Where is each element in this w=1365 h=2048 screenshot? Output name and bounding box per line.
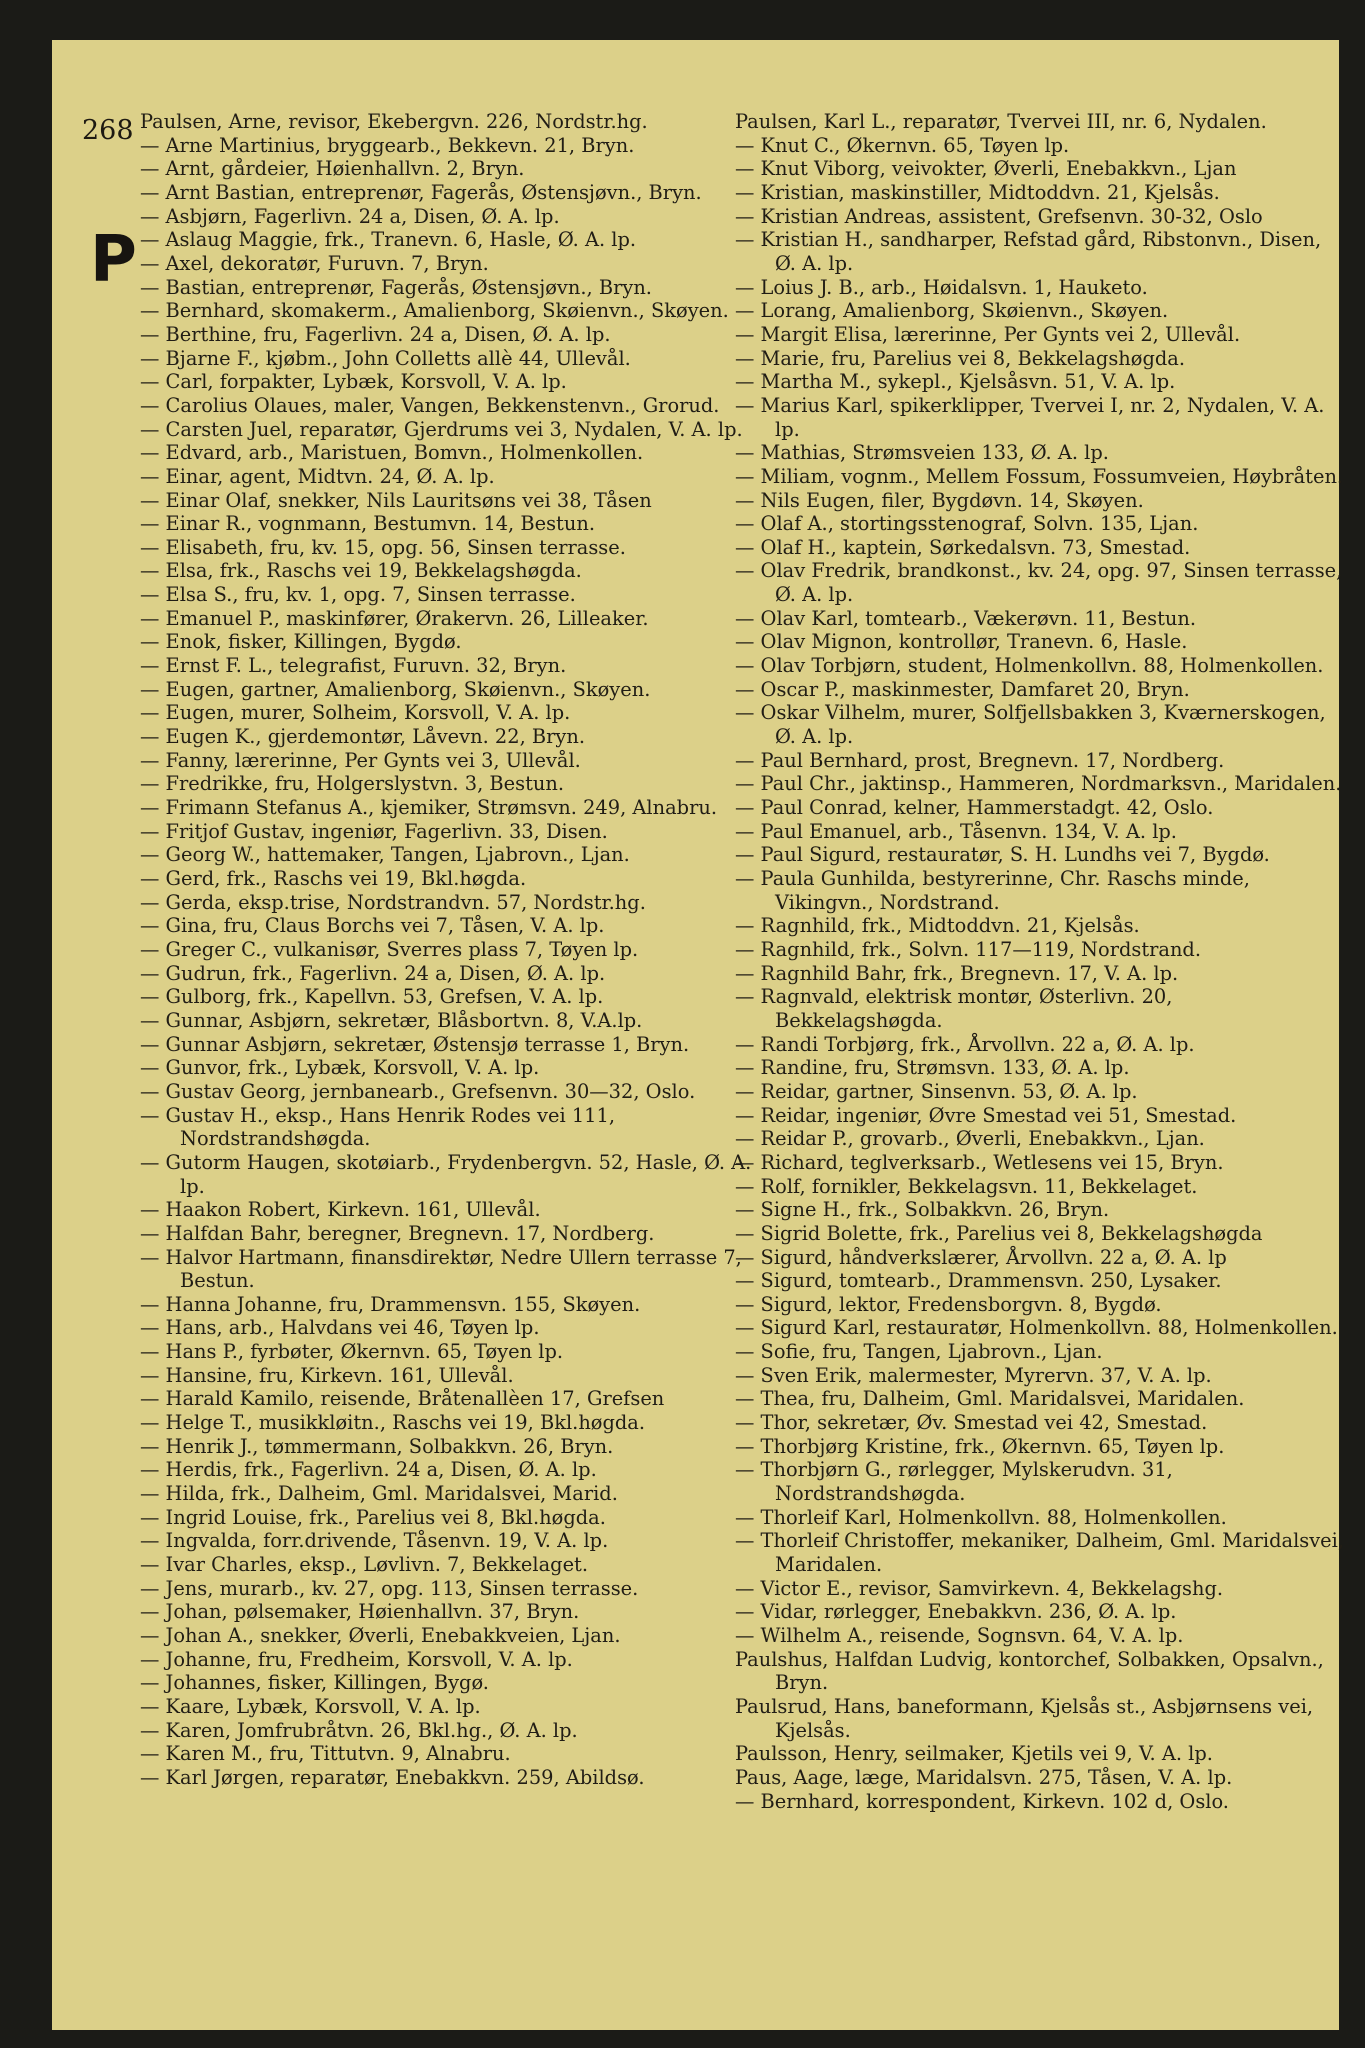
directory-entry: — Olav Fredrik, brandkonst., kv. 24, opg. 97, Sinsen terrasse, Ø. A. lp. xyxy=(735,559,1343,607)
left-column xyxy=(140,110,752,1790)
directory-entry: — Sofie, fru, Tangen, Ljabrovn., Ljan. xyxy=(735,1340,1103,1364)
directory-entry: — Harald Kamilo, reisende, Bråtenallèen 17, Grefsen xyxy=(140,1387,665,1411)
directory-entry: — Mathias, Strømsveien 133, Ø. A. lp. xyxy=(735,441,1109,465)
directory-entry: — Kristian H., sandharper, Refstad gård, Ribstonvn., Disen, Ø. A. lp. xyxy=(735,228,1322,275)
directory-entry: — Knut Viborg, veivokter, Øverli, Enebakkvn., Ljan xyxy=(735,157,1237,181)
directory-entry: — Gunnar, Asbjørn, sekretær, Blåsbortvn. 8, V.A.lp. xyxy=(140,1008,643,1032)
directory-entry: — Nils Eugen, filer, Bygdøvn. 14, Skøyen. xyxy=(735,488,1144,512)
directory-entry: — Gustav H., eksp., Hans Henrik Rodes vei 111, Nordstrandshøgda. xyxy=(140,1103,616,1151)
directory-entry: — Frimann Stefanus A., kjemiker, Strømsvn. 249, Alnabru. xyxy=(140,796,718,820)
directory-entry: — Karl Jørgen, reparatør, Enebakkvn. 259, Abildsø. xyxy=(140,1765,645,1789)
directory-entry: — Paul Bernhard, prost, Bregnevn. 17, Nordberg. xyxy=(735,748,1225,772)
directory-entry: — Arne Martinius, bryggearb., Bekkevn. 21, Bryn. xyxy=(140,133,635,157)
directory-entry: — Halvor Hartmann, finansdirektør, Nedre Ullern terrasse 7, Bestun. xyxy=(140,1245,742,1293)
directory-entry: — Sigurd, håndverkslærer, Årvollvn. 22 a, Ø. A. lp xyxy=(735,1245,1227,1269)
directory-entry: — Eugen K., gjerdemontør, Låvevn. 22, Bryn. xyxy=(140,725,586,749)
directory-entry: — Ernst F. L., telegrafist, Furuvn. 32, Bryn. xyxy=(140,654,567,678)
directory-entry: — Enok, fisker, Killingen, Bygdø. xyxy=(140,630,462,654)
directory-entry: — Vidar, rørlegger, Enebakkvn. 236, Ø. A. lp. xyxy=(735,1600,1177,1624)
directory-entry: — Olav Torbjørn, student, Holmenkollvn. 88, Holmenkollen. xyxy=(735,654,1324,678)
directory-entry: — Einar, agent, Midtvn. 24, Ø. A. lp. xyxy=(140,464,495,488)
directory-entry: — Paul Chr., jaktinsp., Hammeren, Nordmarksvn., Maridalen. xyxy=(735,772,1342,796)
directory-entry: — Elsa, frk., Raschs vei 19, Bekkelagshøgda. xyxy=(140,559,582,583)
directory-entry: — Einar Olaf, snekker, Nils Lauritsøns vei 38, Tåsen xyxy=(140,488,652,512)
directory-entry: — Olav Karl, tomtearb., Vækerøvn. 11, Bestun. xyxy=(735,606,1197,630)
directory-entry: — Axel, dekoratør, Furuvn. 7, Bryn. xyxy=(140,251,489,275)
directory-entry: — Johan, pølsemaker, Høienhallvn. 37, Bryn. xyxy=(140,1600,580,1624)
directory-entry: — Wilhelm A., reisende, Sognsvn. 64, V. A. lp. xyxy=(735,1624,1184,1647)
directory-entry: — Helge T., musikkløitn., Raschs vei 19, Bkl.høgda. xyxy=(140,1411,646,1435)
directory-entry: — Aslaug Maggie, frk., Tranevn. 6, Hasle, Ø. A. lp. xyxy=(140,228,637,252)
directory-entry: — Arnt, gårdeier, Høienhallvn. 2, Bryn. xyxy=(140,157,525,181)
directory-entry: — Oscar P., maskinmester, Damfaret 20, Bryn. xyxy=(735,677,1190,701)
directory-entry: — Bastian, entreprenør, Fagerås, Østensjøvn., Bryn. xyxy=(140,275,652,299)
directory-entry: — Jens, murarb., kv. 27, opg. 113, Sinsen terrasse. xyxy=(140,1576,639,1600)
directory-entry: — Signe H., frk., Solbakkvn. 26, Bryn. xyxy=(735,1198,1110,1222)
directory-entry: — Ingvalda, forr.drivende, Tåsenvn. 19, V. A. lp. xyxy=(140,1529,609,1553)
directory-entry: — Johan A., snekker, Øverli, Enebakkveien, Ljan. xyxy=(140,1624,621,1647)
directory-entry: — Johannes, fisker, Killingen, Bygø. xyxy=(140,1671,489,1695)
directory-entry: — Gustav Georg, jernbanearb., Grefsenvn. 30—32, Oslo. xyxy=(140,1079,696,1103)
directory-entry: — Hansine, fru, Kirkevn. 161, Ullevål. xyxy=(140,1363,514,1387)
directory-entry: — Thorleif Karl, Holmenkollvn. 88, Holmenkollen. xyxy=(735,1505,1227,1529)
directory-entry: — Rolf, fornikler, Bekkelagsvn. 11, Bekkelaget. xyxy=(735,1174,1198,1198)
directory-entry: — Olav Mignon, kontrollør, Tranevn. 6, Hasle. xyxy=(735,630,1188,654)
directory-entry: — Elisabeth, fru, kv. 15, opg. 56, Sinsen terrasse. xyxy=(140,535,626,559)
directory-entry: — Gunvor, frk., Lybæk, Korsvoll, V. A. lp. xyxy=(140,1056,540,1080)
directory-entry: — Carsten Juel, reparatør, Gjerdrums vei 3, Nydalen, V. A. lp. xyxy=(140,417,743,441)
directory-entry: — Eugen, gartner, Amalienborg, Skøienvn., Skøyen. xyxy=(140,677,651,701)
directory-entry: — Greger C., vulkanisør, Sverres plass 7, Tøyen lp. xyxy=(140,937,639,961)
directory-entry: — Richard, teglverksarb., Wetlesens vei 15, Bryn. xyxy=(735,1150,1224,1174)
directory-entry: Paus, Aage, læge, Maridalsvn. 275, Tåsen, V. A. lp. xyxy=(735,1765,1233,1789)
directory-page xyxy=(52,40,1345,2030)
directory-entry: — Edvard, arb., Maristuen, Bomvn., Holmenkollen. xyxy=(140,441,644,465)
directory-entry: — Sigurd Karl, restauratør, Holmenkollvn. 88, Holmenkollen. xyxy=(735,1316,1338,1340)
directory-entry: Paulsson, Henry, seilmaker, Kjetils vei 9, V. A. lp. xyxy=(735,1742,1213,1766)
directory-entry: — Ivar Charles, eksp., Løvlivn. 7, Bekkelaget. xyxy=(140,1553,589,1577)
directory-entry: — Carl, forpakter, Lybæk, Korsvoll, V. A. lp. xyxy=(140,370,567,394)
directory-entry: — Ingrid Louise, frk., Parelius vei 8, Bkl.høgda. xyxy=(140,1505,606,1529)
directory-entry: — Bernhard, skomakerm., Amalienborg, Skøienvn., Skøyen. xyxy=(140,299,729,323)
directory-entry: — Kristian Andreas, assistent, Grefsenvn. 30-32, Oslo xyxy=(735,204,1263,228)
directory-entry: — Fanny, lærerinne, Per Gynts vei 3, Ullevål. xyxy=(140,748,581,772)
directory-entry: — Sven Erik, malermester, Myrervn. 37, V. A. lp. xyxy=(735,1363,1212,1387)
directory-entry: — Gina, fru, Claus Borchs vei 7, Tåsen, V. A. lp. xyxy=(140,914,605,938)
directory-entry: — Randi Torbjørg, frk., Årvollvn. 22 a, Ø. A. lp. xyxy=(735,1032,1195,1056)
directory-entry: — Sigurd, tomtearb., Drammensvn. 250, Lysaker. xyxy=(735,1269,1222,1293)
directory-entry: — Marie, fru, Parelius vei 8, Bekkelagshøgda. xyxy=(735,346,1185,370)
directory-entry: — Fredrikke, fru, Holgerslystvn. 3, Bestun. xyxy=(140,772,565,796)
directory-entry: — Reidar, ingeniør, Øvre Smestad vei 51, Smestad. xyxy=(735,1103,1237,1127)
directory-entry: — Kristian, maskinstiller, Midtoddvn. 21, Kjelsås. xyxy=(735,180,1220,204)
directory-entry: — Eugen, murer, Solheim, Korsvoll, V. A. lp. xyxy=(140,701,571,725)
directory-entry: — Gulborg, frk., Kapellvn. 53, Grefsen, V. A. lp. xyxy=(140,985,604,1009)
directory-entry: — Hans, arb., Halvdans vei 46, Tøyen lp. xyxy=(140,1316,540,1340)
directory-entry: — Johanne, fru, Fredheim, Korsvoll, V. A. lp. xyxy=(140,1647,573,1671)
directory-entry: — Paul Conrad, kelner, Hammerstadgt. 42, Oslo. xyxy=(735,796,1214,820)
directory-entry: — Emanuel P., maskinfører, Ørakervn. 26, Lilleaker. xyxy=(140,606,649,630)
directory-entry: Paulshus, Halfdan Ludvig, kontorchef, Solbakken, Opsalvn., Bryn. xyxy=(735,1647,1324,1695)
directory-entry: — Ragnhild, frk., Midtoddvn. 21, Kjelsås. xyxy=(735,914,1140,938)
directory-entry: — Haakon Robert, Kirkevn. 161, Ullevål. xyxy=(140,1198,541,1222)
directory-entry: — Ragnhild, frk., Solvn. 117—119, Nordstrand. xyxy=(735,937,1202,961)
directory-entry: — Halfdan Bahr, beregner, Bregnevn. 17, Nordberg. xyxy=(140,1221,655,1245)
directory-entry: — Sigrid Bolette, frk., Parelius vei 8, Bekkelagshøgda xyxy=(735,1221,1263,1245)
directory-entry: — Bernhard, korrespondent, Kirkevn. 102 d, Oslo. xyxy=(735,1789,1229,1813)
directory-entry: — Hans P., fyrbøter, Økernvn. 65, Tøyen lp. xyxy=(140,1340,564,1364)
directory-entry: — Thorleif Christoffer, mekaniker, Dalheim, Gml. Maridalsvei, Maridalen. xyxy=(735,1529,1345,1577)
directory-entry: — Paula Gunhilda, bestyrerinne, Chr. Raschs minde, Vikingvn., Nordstrand. xyxy=(735,867,1250,914)
directory-entry: — Gerd, frk., Raschs vei 19, Bkl.høgda. xyxy=(140,867,527,890)
directory-entry: — Thor, sekretær, Øv. Smestad vei 42, Smestad. xyxy=(735,1411,1208,1435)
directory-entry: — Martha M., sykepl., Kjelsåsvn. 51, V. A. lp. xyxy=(735,370,1176,394)
directory-entry: — Hanna Johanne, fru, Drammensvn. 155, Skøyen. xyxy=(140,1292,641,1316)
directory-entry: — Berthine, fru, Fagerlivn. 24 a, Disen, Ø. A. lp. xyxy=(140,322,611,346)
directory-entry: — Elsa S., fru, kv. 1, opg. 7, Sinsen terrasse. xyxy=(140,583,576,607)
directory-entry: — Bjarne F., kjøbm., John Colletts allè 44, Ullevål. xyxy=(140,346,631,370)
directory-entry: — Kaare, Lybæk, Korsvoll, V. A. lp. xyxy=(140,1694,481,1718)
directory-entry: — Ragnvald, elektrisk montør, Østerlivn. 20, Bekkelagshøgda. xyxy=(735,985,1173,1032)
directory-entry: — Sigurd, lektor, Fredensborgvn. 8, Bygdø. xyxy=(735,1292,1162,1316)
directory-entry: — Ragnhild Bahr, frk., Bregnevn. 17, V. A. lp. xyxy=(735,961,1179,985)
directory-entry: Paulsen, Arne, revisor, Ekebergvn. 226, Nordstr.hg. xyxy=(140,110,648,133)
directory-entry: Paulsen, Karl L., reparatør, Tvervei III, nr. 6, Nydalen. xyxy=(735,110,1267,133)
directory-entry: — Olaf A., stortingsstenograf, Solvn. 135, Ljan. xyxy=(735,512,1199,536)
directory-entry: — Knut C., Økernvn. 65, Tøyen lp. xyxy=(735,133,1070,157)
directory-entry: — Reidar, gartner, Sinsenvn. 53, Ø. A. lp. xyxy=(735,1079,1138,1103)
directory-entry: — Olaf H., kaptein, Sørkedalsvn. 73, Smestad. xyxy=(735,535,1191,559)
directory-entry: — Margit Elisa, lærerinne, Per Gynts vei 2, Ullevål. xyxy=(735,322,1241,346)
directory-entry: — Victor E., revisor, Samvirkevn. 4, Bekkelagshg. xyxy=(735,1576,1224,1600)
directory-entry: — Hilda, frk., Dalheim, Gml. Maridalsvei, Marid. xyxy=(140,1482,618,1506)
directory-entry: — Gunnar Asbjørn, sekretær, Østensjø terrasse 1, Bryn. xyxy=(140,1032,690,1056)
directory-entry: — Georg W., hattemaker, Tangen, Ljabrovn., Ljan. xyxy=(140,843,630,867)
directory-entry: — Paul Emanuel, arb., Tåsenvn. 134, V. A. lp. xyxy=(735,819,1177,843)
directory-entry: — Thea, fru, Dalheim, Gml. Maridalsvei, Maridalen. xyxy=(735,1387,1245,1411)
directory-entry: — Einar R., vognmann, Bestumvn. 14, Bestun. xyxy=(140,512,595,536)
directory-entry: — Herdis, frk., Fagerlivn. 24 a, Disen, Ø. A. lp. xyxy=(140,1458,597,1482)
directory-entry: — Carolius Olaues, maler, Vangen, Bekkenstenvn., Grorud. xyxy=(140,393,720,417)
directory-entry: — Lorang, Amalienborg, Skøienvn., Skøyen. xyxy=(735,299,1169,323)
directory-entry: — Karen, Jomfrubråtvn. 26, Bkl.hg., Ø. A. lp. xyxy=(140,1718,578,1742)
directory-entry: — Marius Karl, spikerklipper, Tvervei I, nr. 2, Nydalen, V. A. lp. xyxy=(735,393,1325,441)
directory-entry: — Loius J. B., arb., Høidalsvn. 1, Hauketo. xyxy=(735,275,1148,299)
directory-entry: — Randine, fru, Strømsvn. 133, Ø. A. lp. xyxy=(735,1056,1130,1080)
directory-entry: — Reidar P., grovarb., Øverli, Enebakkvn., Ljan. xyxy=(735,1127,1205,1151)
directory-entry: — Thorbjørg Kristine, frk., Økernvn. 65, Tøyen lp. xyxy=(735,1434,1225,1458)
section-letter: P xyxy=(90,223,137,297)
directory-entry: — Paul Sigurd, restauratør, S. H. Lundhs vei 7, Bygdø. xyxy=(735,843,1270,867)
directory-entry: Paulsrud, Hans, baneformann, Kjelsås st., Asbjørnsens vei, Kjelsås. xyxy=(735,1694,1314,1742)
directory-entry: — Gerda, eksp.trise, Nordstrandvn. 57, Nordstr.hg. xyxy=(140,890,646,914)
directory-entry: — Gudrun, frk., Fagerlivn. 24 a, Disen, Ø. A. lp. xyxy=(140,961,606,985)
directory-entry: — Asbjørn, Fagerlivn. 24 a, Disen, Ø. A. lp. xyxy=(140,204,560,228)
directory-entry: — Thorbjørn G., rørlegger, Mylskerudvn. 31, Nordstrandshøgda. xyxy=(735,1458,1173,1506)
directory-entry: — Henrik J., tømmermann, Solbakkvn. 26, Bryn. xyxy=(140,1434,614,1458)
directory-entry: — Miliam, vognm., Mellem Fossum, Fossumveien, Høybråten. xyxy=(735,464,1344,488)
directory-entry: — Gutorm Haugen, skotøiarb., Frydenbergvn. 52, Hasle, Ø. A. lp. xyxy=(140,1150,752,1198)
page-number: 268 xyxy=(82,115,134,146)
directory-entry: — Karen M., fru, Tittutvn. 9, Alnabru. xyxy=(140,1742,511,1766)
directory-entry: — Arnt Bastian, entreprenør, Fagerås, Østensjøvn., Bryn. xyxy=(140,180,702,204)
directory-entry: — Oskar Vilhelm, murer, Solfjellsbakken 3, Kværnerskogen, Ø. A. lp. xyxy=(735,701,1326,749)
right-column xyxy=(735,110,1345,1813)
directory-entry: — Fritjof Gustav, ingeniør, Fagerlivn. 33, Disen. xyxy=(140,819,608,843)
